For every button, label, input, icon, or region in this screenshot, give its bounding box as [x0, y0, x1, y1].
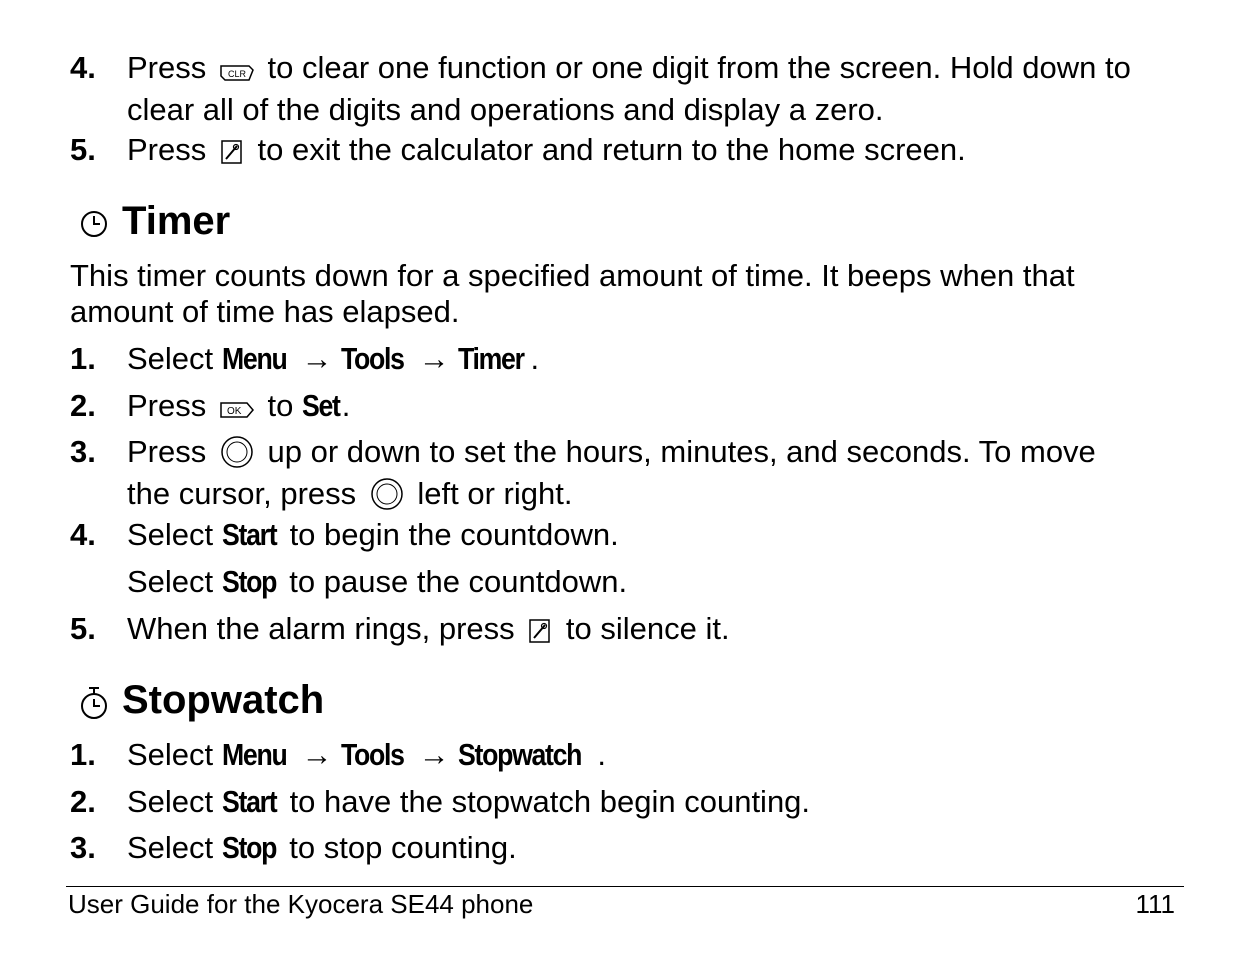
end-key-icon	[219, 138, 245, 174]
arrow: →	[301, 737, 333, 772]
end-key-icon	[527, 617, 553, 653]
arrow: →	[301, 341, 333, 376]
calc-step-5	[70, 132, 1180, 174]
timer-step-2	[70, 388, 1180, 430]
timer-step-4-note	[70, 564, 1180, 600]
step-text: Press	[127, 388, 207, 423]
step-number: 2.	[70, 784, 96, 819]
footer-title: User Guide for the Kyocera SE44 phone	[68, 889, 534, 919]
step-number: 4.	[70, 50, 96, 85]
section-title: Stopwatch	[122, 678, 325, 722]
period: .	[597, 737, 606, 772]
stopwatch-step-3	[70, 830, 1180, 866]
clr-key-icon	[219, 56, 255, 92]
intro-line: amount of time has elapsed.	[70, 294, 460, 329]
step-text: clear all of the digits and operations and display a zero.	[127, 92, 884, 127]
section-title: Timer	[122, 199, 231, 243]
calc-step-4	[70, 50, 1180, 128]
ok-key-icon	[219, 394, 255, 430]
step-text: Select	[127, 737, 214, 772]
step-text: to have the stopwatch begin counting.	[289, 784, 811, 819]
timer-step-5	[70, 611, 1180, 653]
footer-divider	[66, 886, 1184, 887]
timer-step-4	[70, 517, 1180, 553]
step-number: 3.	[70, 830, 96, 865]
menu-keyword: Menu	[221, 737, 287, 772]
step-number: 4.	[70, 517, 96, 552]
step-number: 3.	[70, 434, 96, 469]
step-text: Press	[127, 434, 207, 469]
start-keyword: Start	[221, 517, 277, 552]
timer-step-3	[70, 434, 1180, 518]
timer-heading	[78, 199, 230, 243]
step-text: Select	[127, 784, 214, 819]
timer-intro	[70, 258, 1180, 330]
step-text: to begin the countdown.	[289, 517, 619, 552]
step-text: Press	[127, 50, 207, 85]
period: .	[530, 341, 540, 376]
intro-line: This timer counts down for a specified amount of time. It beeps when that	[70, 258, 1075, 293]
step-number: 5.	[70, 132, 96, 167]
step-text: Select	[127, 564, 214, 599]
step-number: 2.	[70, 388, 96, 423]
stopwatch-heading	[78, 678, 324, 722]
navigation-key-icon	[219, 436, 255, 476]
stopwatch-icon	[78, 683, 112, 717]
page-number: 111	[1135, 889, 1175, 919]
stopwatch-step-1	[70, 737, 1180, 773]
step-text: to exit the calculator and return to the home screen.	[257, 132, 966, 167]
timer-icon	[78, 204, 112, 238]
step-text: Press	[127, 132, 207, 167]
step-text: to clear one function or one digit from the screen. Hold down to	[267, 50, 1131, 85]
stopwatch-keyword: Stopwatch	[458, 737, 582, 772]
arrow: →	[418, 341, 450, 376]
step-text: to stop counting.	[289, 830, 517, 865]
start-keyword: Start	[221, 784, 277, 819]
set-keyword: Set	[301, 388, 340, 423]
step-number: 1.	[70, 341, 96, 376]
step-text: to	[267, 388, 294, 423]
step-text: to pause the countdown.	[289, 564, 628, 599]
menu-keyword: Menu	[221, 341, 287, 376]
timer-keyword: Timer	[458, 341, 524, 376]
svg-text:CLR: CLR	[227, 69, 246, 79]
navigation-key-icon	[369, 478, 405, 518]
step-number: 1.	[70, 737, 96, 772]
svg-text:OK: OK	[226, 406, 242, 417]
stop-keyword: Stop	[221, 564, 276, 599]
timer-step-1	[70, 341, 1180, 377]
step-text: the cursor, press	[127, 476, 357, 511]
stopwatch-step-2	[70, 784, 1180, 820]
period: .	[341, 388, 351, 423]
step-text: Select	[127, 830, 214, 865]
step-text: Select	[127, 341, 214, 376]
arrow: →	[418, 737, 450, 772]
step-number: 5.	[70, 611, 96, 646]
tools-keyword: Tools	[340, 341, 404, 376]
stop-keyword: Stop	[221, 830, 276, 865]
step-text: to silence it.	[565, 611, 730, 646]
tools-keyword: Tools	[340, 737, 404, 772]
step-text: Select	[127, 517, 214, 552]
step-text: left or right.	[417, 476, 573, 511]
step-text: When the alarm rings, press	[127, 611, 515, 646]
step-text: up or down to set the hours, minutes, and seconds. To move	[267, 434, 1096, 469]
